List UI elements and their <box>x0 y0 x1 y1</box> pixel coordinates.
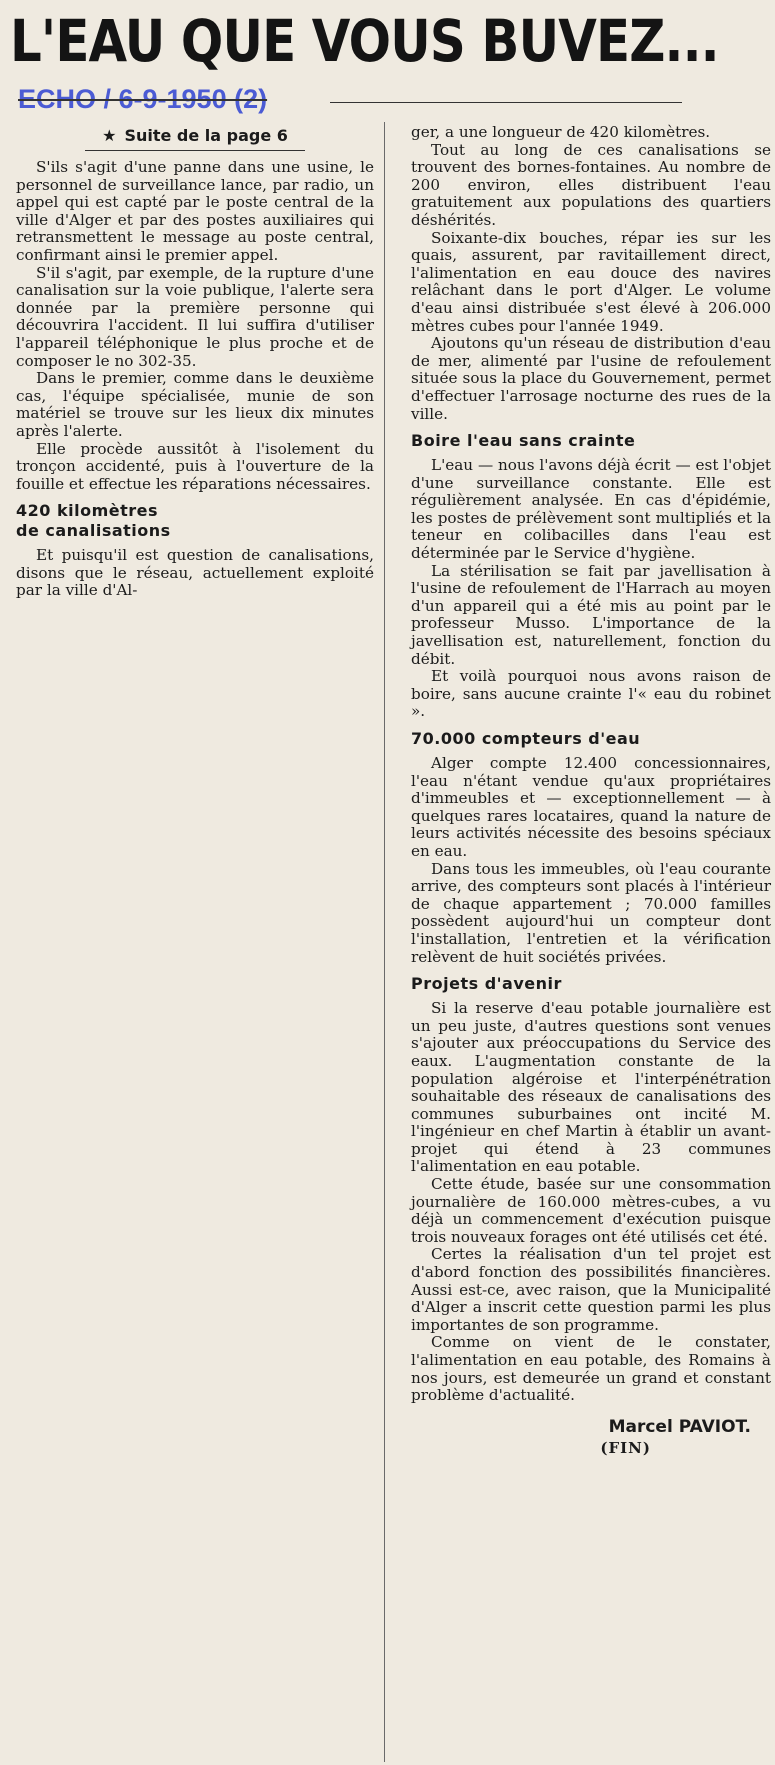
paragraph: Certes la réalisation d'un tel projet est d'abord fonction des possibilités financières. Aussi est-ce, avec raison, que la Municipalité d'Alger a inscrit cette question parmi les plus importantes de son programme. <box>411 1245 771 1334</box>
paragraph: ger, a une longueur de 420 kilomètres. <box>411 123 711 141</box>
paragraph: Dans le premier, comme dans le deuxième cas, l'équipe spécialisée, munie de son matériel se trouve sur les lieux dix minutes après l'alerte. <box>16 369 374 440</box>
star-icon: ★ <box>102 126 117 145</box>
paragraph: Comme on vient de le constater, l'alimentation en eau potable, des Romains à nos jours, est demeurée un grand et constant problème d'actualité. <box>411 1333 771 1405</box>
continuation-text: Suite de la page 6 <box>124 126 288 145</box>
archive-stamp: ECHO / 6-9-1950 (2) <box>18 84 268 114</box>
author-signature: Marcel PAVIOT. <box>608 1416 751 1437</box>
column-divider <box>384 122 385 1762</box>
headline: L'EAU QUE VOUS BUVEZ... <box>10 7 719 75</box>
paragraph: Si la reserve d'eau potable journalière est un peu juste, d'autres questions sont venues s'ajouter aux préoccupations du Service des eaux. L'augmentation constante de la population algéroise et l'interpénétration souhaitable des réseaux de canalisations des communes suburbaines ont incité M. l'ingénieur en chef Martin à établir un avant-projet qui étend à 23 communes l'alimentation en eau potable. <box>411 999 771 1176</box>
paragraph: Soixante-dix bouches, répar ies sur les quais, assurent, par ravitaillement direct, l'alimentation en eau douce des navires relâchant dans le port d'Alger. Le volume d'eau ainsi distribuée s'est élevé à 206.000 mètres cubes pour l'année 1949. <box>411 228 771 335</box>
left-column <box>16 120 374 600</box>
right-column <box>411 124 771 1458</box>
paragraph: Et puisqu'il est question de canalisations, disons que le réseau, actuellement exploité par la ville d'Al- <box>16 546 374 600</box>
subheading-projets: Projets d'avenir <box>411 974 562 994</box>
paragraph: Elle procède aussitôt à l'isolement du tronçon accidenté, puis à l'ouverture de la fouille et effectue les réparations nécessaires. <box>16 439 374 493</box>
subheading-line: 420 kilomètres <box>16 501 159 521</box>
header-rule <box>330 102 682 103</box>
paragraph: Alger compte 12.400 concessionnaires, l'eau n'étant vendue qu'aux propriétaires d'immeubles et — exceptionnellement — à quelques rares locataires, quand la nature de leurs activités nécessite des besoins spéciaux en eau. <box>411 754 771 860</box>
paragraph: Ajoutons qu'un réseau de distribution d'eau de mer, alimenté par l'usine de refoulement située sous la place du Gouvernement, permet d'effectuer l'arrosage nocturne des rues de la ville. <box>411 334 771 423</box>
end-mark: (FIN) <box>600 1439 651 1458</box>
paragraph: Dans tous les immeubles, où l'eau courante arrive, des compteurs sont placés à l'intérieur de chaque appartement ; 70.000 familles possèdent aujourd'hui un compteur dont l'installation, l'entretien et la vérification relèvent de huit sociétés privées. <box>411 859 771 966</box>
paragraph: La stérilisation se fait par javellisation à l'usine de refoulement de l'Harrach au moyen d'un appareil qui a été mis au point par le professeur Musso. L'importance de la javellisation est, naturellement, fonction du débit. <box>411 561 771 668</box>
paragraph: S'il s'agit, par exemple, de la rupture d'une canalisation sur la voie publique, l'alerte sera donnée par la première personne qui découvrira l'accident. Il lui suffira d'utiliser l'appareil téléphonique le plus proche et de composer le no 302-35. <box>16 263 374 370</box>
paragraph: L'eau — nous l'avons déjà écrit — est l'objet d'une surveillance constante. Elle est régulièrement analysée. En cas d'épidémie, les postes de prélèvement sont multipliés et la teneur en colibacilles dans l'eau est déterminée par le Service d'hygiène. <box>411 456 771 563</box>
paragraph: Tout au long de ces canalisations se trouvent des bornes-fontaines. Au nombre de 200 environ, elles distribuent l'eau gratuitement aux populations des quartiers déshérités. <box>411 140 771 229</box>
continuation-rule <box>85 150 305 151</box>
subheading-boire-eau: Boire l'eau sans crainte <box>411 431 636 451</box>
paragraph: Et voilà pourquoi nous avons raison de boire, sans aucune crainte l'« eau du robinet ». <box>411 667 771 721</box>
continuation-label <box>16 126 374 146</box>
subheading-compteurs: 70.000 compteurs d'eau <box>411 729 641 748</box>
subheading-420-km <box>16 501 374 541</box>
paragraph: S'ils s'agit d'une panne dans une usine, le personnel de surveillance lance, par radio, un appel qui est capté par le poste central de la ville d'Alger et par des postes auxiliaires qui retransmettent le message au poste central, confirmant ainsi le premier appel. <box>16 158 374 264</box>
subheading-line: de canalisations <box>16 521 171 541</box>
paragraph: Cette étude, basée sur une consommation journalière de 160.000 mètres-cubes, a vu déjà un commencement d'exécution puisque trois nouveaux forages ont été utilisés cet été. <box>411 1175 771 1246</box>
